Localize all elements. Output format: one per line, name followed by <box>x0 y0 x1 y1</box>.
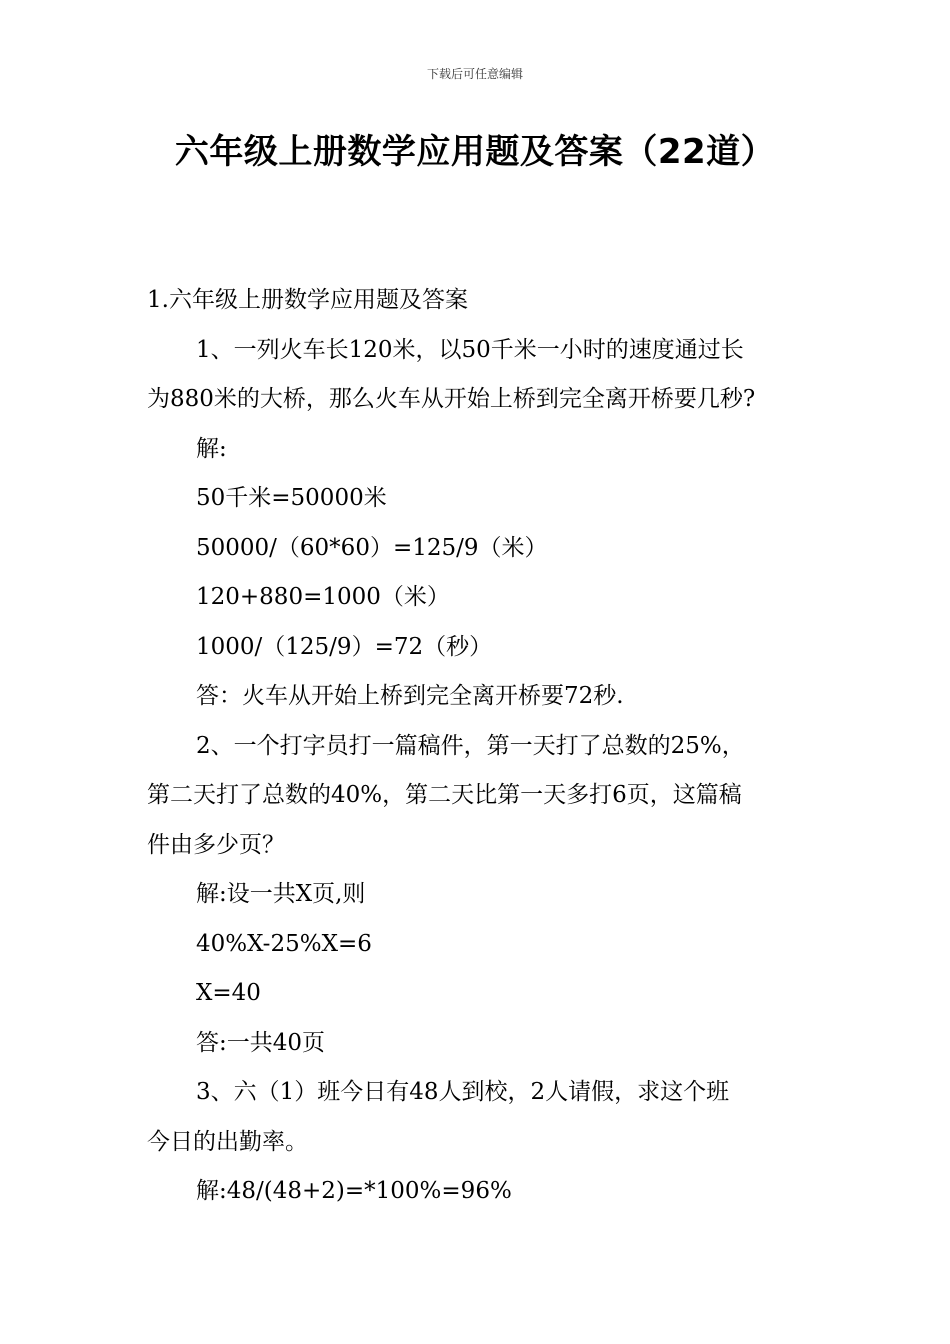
text-line: 解: <box>196 435 227 462</box>
document-body <box>147 276 817 1217</box>
document-title: 六年级上册数学应用题及答案（22道） <box>174 132 776 172</box>
text-line: 50000/（60*60）=125/9（米） <box>196 534 548 561</box>
text-line: 答：火车从开始上桥到完全离开桥要72秒. <box>196 683 624 709</box>
header-note: 下载后可任意编辑 <box>426 67 523 81</box>
text-line: 解:设一共X页,则 <box>196 881 366 907</box>
text-line: 120+880=1000（米） <box>196 584 450 610</box>
text-line: 件由多少页？ <box>147 831 285 858</box>
text-line: 答:一共40页 <box>196 1029 326 1056</box>
text-line: 为880米的大桥，那么火车从开始上桥到完全离开桥要几秒? <box>147 386 756 412</box>
text-line: 解:48/(48+2)=*100%=96% <box>196 1178 512 1204</box>
text-line: 今日的出勤率。 <box>147 1128 308 1155</box>
text-line: 3、六（1）班今日有48人到校，2人请假，求这个班 <box>196 1079 730 1105</box>
text-line: 2、一个打字员打一篇稿件，第一天打了总数的25%， <box>196 732 745 759</box>
text-line: 40%X-25%X=6 <box>196 930 372 957</box>
text-line: 1、一列火车长120米，以50千米一小时的速度通过长 <box>196 336 744 363</box>
text-line: X=40 <box>196 980 261 1006</box>
text-line: 1.六年级上册数学应用题及答案 <box>147 287 468 313</box>
text-line: 1000/（125/9）=72（秒） <box>196 633 493 660</box>
text-line: 50千米=50000米 <box>196 485 387 511</box>
text-line: 第二天打了总数的40%，第二天比第一天多打6页，这篇稿 <box>147 782 742 808</box>
